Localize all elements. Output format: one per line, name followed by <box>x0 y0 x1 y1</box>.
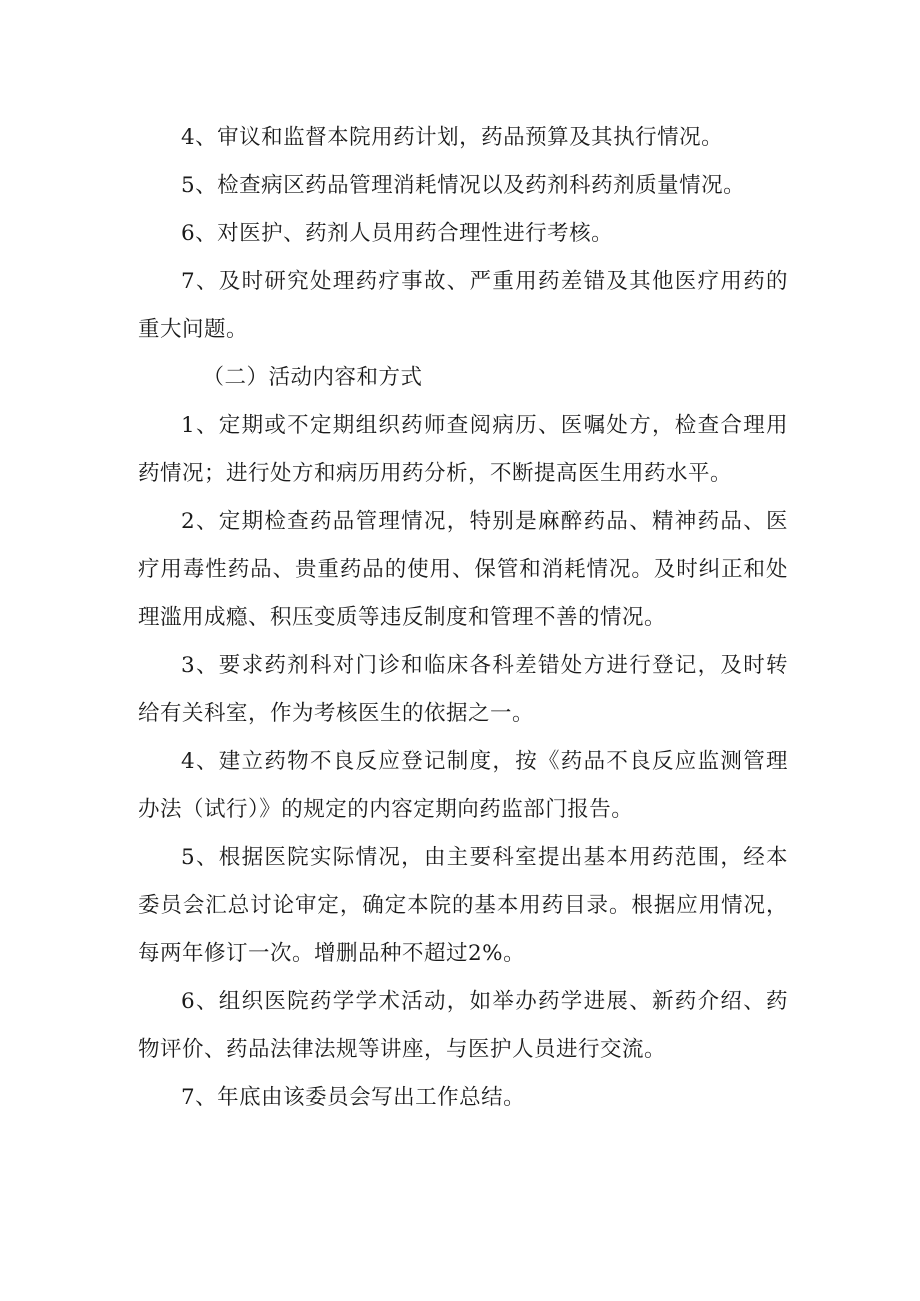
document-body <box>138 114 788 1122</box>
paragraph-item-7: 7、及时研究处理药疗事故、严重用药差错及其他医疗用药的重大问题。 <box>138 269 788 342</box>
section-paragraph-1: 1、定期或不定期组织药师查阅病历、医嘱处方，检查合理用药情况；进行处方和病历用药分析，不断提高医生用药水平。 <box>138 413 788 486</box>
section-heading: （二）活动内容和方式 <box>202 365 423 390</box>
section-paragraph-2: 2、定期检查药品管理情况，特别是麻醉药品、精神药品、医疗用毒性药品、贵重药品的使用、保管和消耗情况。及时纠正和处理滥用成瘾、积压变质等违反制度和管理不善的情况。 <box>138 509 788 630</box>
paragraph-item-5: 5、检查病区药品管理消耗情况以及药剂科药剂质量情况。 <box>181 173 746 198</box>
paragraph-item-6: 6、对医护、药剂人员用药合理性进行考核。 <box>181 221 614 246</box>
section-paragraph-5: 5、根据医院实际情况，由主要科室提出基本用药范围，经本委员会汇总讨论审定，确定本院的基本用药目录。根据应用情况，每两年修订一次。增删品种不超过2%。 <box>138 845 788 966</box>
section-paragraph-6: 6、组织医院药学学术活动，如举办药学进展、新药介绍、药物评价、药品法律法规等讲座，与医护人员进行交流。 <box>138 989 788 1062</box>
section-paragraph-7: 7、年底由该委员会写出工作总结。 <box>181 1085 526 1110</box>
section-paragraph-4: 4、建立药物不良反应登记制度，按《药品不良反应监测管理办法（试行）》的规定的内容定期向药监部门报告。 <box>138 749 788 822</box>
section-paragraph-3: 3、要求药剂科对门诊和临床各科差错处方进行登记，及时转给有关科室，作为考核医生的依据之一。 <box>138 653 788 726</box>
paragraph-item-4: 4、审议和监督本院用药计划，药品预算及其执行情况。 <box>181 125 724 150</box>
